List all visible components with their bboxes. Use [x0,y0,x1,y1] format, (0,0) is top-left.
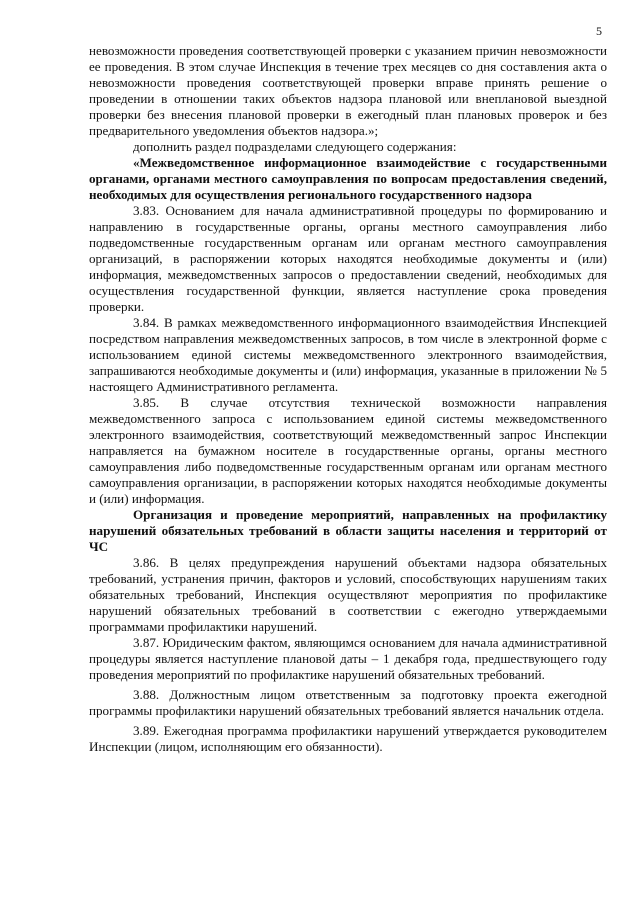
paragraph-continuation: невозможности проведения соответствующей проверки с указанием причин невозможности ее проведения. В этом случае Инспекция в течение трех месяцев со дня составления акта о невозможности проведения соответствующей проверки вправе принять решение о проведении в отношении таких объектов надзора плановой или внеплановой выездной проверки без внесения плановой проверки в ежегодный план плановых проверок и без предварительного уведомления объектов надзора.»; [89,43,607,138]
page-number: 5 [596,24,602,38]
document-body [89,43,607,755]
clause-3-86: 3.86. В целях предупреждения нарушений объектами надзора обязательных требований, устранения причин, факторов и условий, способствующих нарушениям таких обязательных требований, Инспекция осуществляют мероприятия по профилактике нарушений обязательных требований в соответствии с ежегодно утверждаемыми программами профилактики нарушений. [89,555,607,634]
paragraph-amendment-intro: дополнить раздел подразделами следующего содержания: [133,139,457,154]
section-heading-interagency: «Межведомственное информационное взаимодействие с государственными органами, органами местного самоуправления по вопросам предоставления сведений, необходимых для осуществления регионального государственного надзора [89,155,607,202]
clause-3-85: 3.85. В случае отсутствия технической возможности направления межведомственного запроса с использованием единой системы межведомственного электронного взаимодействия, соответствующий межведомственный запрос Инспекции направляется на бумажном носителе в государственные органы, органы местного самоуправления либо подведомственные государственным органам или органам местного самоуправления организации, в распоряжении которых находятся необходимые документы и (или) информация. [89,395,607,506]
clause-3-87: 3.87. Юридическим фактом, являющимся основанием для начала административной процедуры является наступление плановой даты – 1 декабря года, предшествующего году проведения мероприятий по профилактике нарушений обязательных требований. [89,635,607,682]
clause-3-88: 3.88. Должностным лицом ответственным за подготовку проекта ежегодной программы профилактики нарушений обязательных требований является начальник отдела. [89,687,607,718]
section-heading-prevention: Организация и проведение мероприятий, направленных на профилактику нарушений обязательных требований в области защиты населения и территорий от ЧС [89,507,607,554]
clause-3-89: 3.89. Ежегодная программа профилактики нарушений утверждается руководителем Инспекции (лицом, исполняющим его обязанности). [89,723,607,754]
clause-3-84: 3.84. В рамках межведомственного информационного взаимодействия Инспекцией посредством направления межведомственных запросов, в том числе в электронной форме с использованием единой системы межведомственного электронного взаимодействия, запрашиваются необходимые документы и (или) информация, указанные в приложении № 5 настоящего Административного регламента. [89,315,607,394]
clause-3-83: 3.83. Основанием для начала административной процедуры по формированию и направлению в государственные органы, органы местного самоуправления либо подведомственные государственным органам или органам местного самоуправления организаций, в распоряжении которых находятся необходимые документы и (или) информация, межведомственных запросов о предоставлении сведений, необходимых для осуществления государственной функции, является наступление срока проведения проверки. [89,203,607,314]
